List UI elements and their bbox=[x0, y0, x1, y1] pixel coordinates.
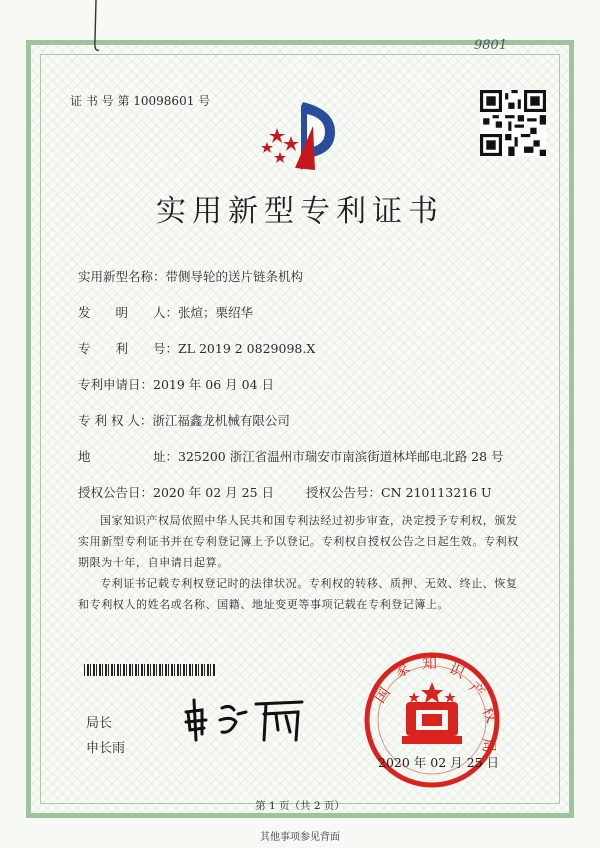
grant-number-row bbox=[306, 483, 492, 501]
filing-date-value: 2019 年 06 月 04 日 bbox=[153, 377, 275, 392]
patent-number-value: ZL 2019 2 0829098.X bbox=[178, 341, 316, 356]
svg-text:国: 国 bbox=[370, 683, 394, 707]
address-label: 地 址： bbox=[78, 449, 179, 464]
handwritten-mark bbox=[88, 0, 104, 60]
inventors-label: 发 明 人： bbox=[78, 305, 179, 320]
grant-date-value: 2020 年 02 月 25 日 bbox=[153, 485, 275, 500]
barcode bbox=[84, 664, 216, 676]
director-title: 局长 bbox=[86, 716, 113, 731]
patentee-row bbox=[78, 411, 290, 429]
patentee-value: 浙江福鑫龙机械有限公司 bbox=[152, 413, 290, 428]
grant-number-value: CN 210113216 U bbox=[381, 485, 492, 500]
certificate-title: 实用新型专利证书 bbox=[156, 194, 444, 229]
grant-statement-paragraph: 国家知识产权局依照中华人民共和国专利法经过初步审查，决定授予专利权，颁发实用新型专利证书并在专利登记簿上予以登记。专利权自授权公告之日起生效。专利权期限为十年，自申请日起算。 bbox=[78, 514, 519, 569]
seal-date: 2020 年 02 月 25 日 bbox=[378, 755, 499, 770]
director-signature bbox=[180, 694, 310, 744]
svg-text:权: 权 bbox=[478, 704, 502, 726]
filing-date-row bbox=[78, 375, 274, 393]
inventors-value: 张煊；栗绍华 bbox=[178, 305, 254, 320]
svg-text:知: 知 bbox=[422, 654, 438, 672]
filing-date-label: 专利申请日： bbox=[78, 377, 154, 392]
svg-text:产: 产 bbox=[465, 678, 489, 702]
address-value: 325200 浙江省温州市瑞安市南滨街道林垟邮电北路 28 号 bbox=[178, 449, 504, 464]
inventors-row bbox=[78, 303, 253, 321]
grant-number-label: 授权公告号： bbox=[306, 485, 382, 500]
utility-model-name-value: 带侧导轮的送片链条机构 bbox=[165, 269, 304, 284]
svg-text:局: 局 bbox=[480, 738, 498, 754]
corner-note: 9801 bbox=[474, 38, 508, 53]
certificate-number: 证 书 号 第 10098601 号 bbox=[70, 94, 211, 108]
address-row bbox=[78, 447, 504, 465]
utility-model-name-label: 实用新型名称： bbox=[78, 269, 166, 284]
page-number: 第 1 页（共 2 页） bbox=[255, 800, 345, 812]
svg-text:识: 识 bbox=[446, 659, 468, 682]
grant-date-row bbox=[78, 483, 274, 501]
cnipa-logo bbox=[255, 96, 345, 176]
legal-status-paragraph: 专利证书记载专利权登记时的法律状况。专利权的转移、质押、无效、终止、恢复和专利权人的姓名或名称、国籍、地址变更等事项记载在专利登记簿上。 bbox=[78, 577, 518, 611]
grant-date-label: 授权公告日： bbox=[78, 485, 154, 500]
patent-number-label: 专 利 号： bbox=[78, 341, 179, 356]
patentee-label: 专 利 权 人： bbox=[78, 413, 153, 428]
qr-code bbox=[480, 90, 546, 156]
footer-note: 其他事项参见背面 bbox=[260, 832, 340, 843]
director-name: 申长雨 bbox=[86, 741, 126, 756]
utility-model-name-row bbox=[78, 267, 303, 285]
patent-number-row bbox=[78, 339, 315, 357]
svg-text:家: 家 bbox=[391, 658, 414, 682]
